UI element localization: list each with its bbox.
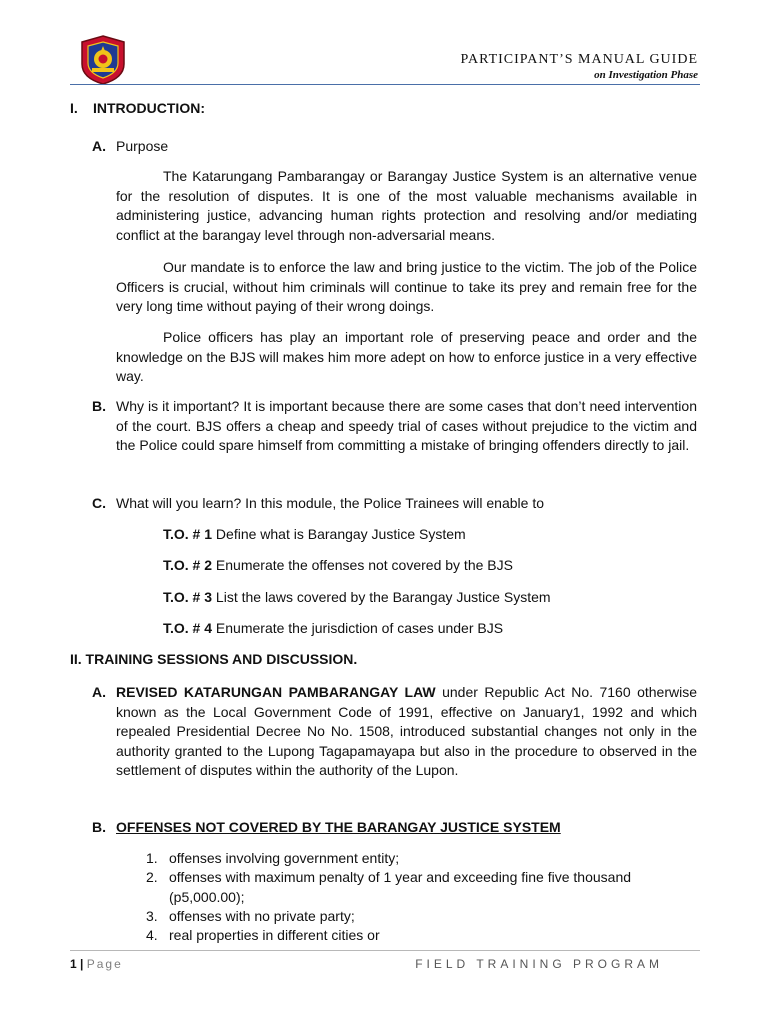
objective-text: Enumerate the jurisdiction of cases under BJS — [212, 620, 504, 636]
objective-item — [163, 588, 551, 608]
list-number: 3. — [146, 908, 158, 924]
section-heading-training: II. TRAINING SESSIONS AND DISCUSSION. — [70, 651, 358, 667]
subsection-a-label: A. — [92, 138, 106, 154]
objective-text: Define what is Barangay Justice System — [212, 526, 466, 542]
objective-label: T.O. # 1 — [163, 526, 213, 542]
footer-program-name: FIELD TRAINING PROGRAM — [415, 957, 663, 971]
list-number: 2. — [146, 869, 158, 885]
law-title: REVISED KATARUNGAN PAMBARANGAY LAW — [116, 684, 436, 700]
objective-label: T.O. # 4 — [163, 620, 213, 636]
subsection-ii-a-label: A. — [92, 684, 106, 700]
list-number: 4. — [146, 927, 158, 943]
paragraph-purpose-2: Our mandate is to enforce the law and bring justice to the victim. The job of the Police Officers is crucial, without him criminals will continue to take its prey and remain free for the very long time without paying of their wrong doings. — [116, 259, 697, 314]
page-separator: | — [80, 957, 84, 971]
law-description: under Republic Act No. 7160 otherwise known as the Local Government Code of 1991, effective on January1, 1992 and which repealed Presidential Decree No No. 1508, introduced substantial changes not only in the authority granted to the Lupong Tagapamayapa but also in the procedure to observed in the settlement of disputes within the authority of the Lupon. — [116, 684, 697, 778]
list-number: 1. — [146, 850, 158, 866]
header-title: PARTICIPANT’S MANUAL GUIDE — [460, 52, 698, 67]
footer-page-number — [70, 957, 123, 971]
objective-label: T.O. # 2 — [163, 557, 213, 573]
section-heading-introduction: INTRODUCTION: — [93, 100, 205, 116]
paragraph-purpose-3: Police officers has play an important role of preserving peace and order and the knowledge on the BJS will makes him more adept on how to enforce justice in a very effective way. — [116, 329, 697, 384]
objective-label: T.O. # 3 — [163, 589, 213, 605]
page-number: 1 — [70, 957, 77, 971]
objective-item — [163, 619, 503, 639]
paragraph-revised-law — [116, 683, 697, 781]
header-divider — [70, 84, 700, 85]
objective-item — [163, 525, 466, 545]
page-word: Page — [86, 957, 123, 971]
list-item: offenses with maximum penalty of 1 year and exceeding fine five thousand (p5,000.00); — [169, 869, 632, 905]
section-number: I. — [70, 100, 78, 116]
footer-divider — [70, 950, 700, 951]
paragraph-purpose-1: The Katarungang Pambarangay or Barangay Justice System is an alternative venue for the resolution of disputes. It is one of the most valuable mechanisms available in administering justice, advancing human rights protection and resolving and/or mediating conflict at the barangay level through non-adversarial means. — [116, 168, 697, 243]
header-subtitle: on Investigation Phase — [594, 69, 698, 81]
list-item: offenses involving government entity; — [169, 850, 400, 866]
subsection-ii-b-label: B. — [92, 819, 106, 835]
pnp-logo — [78, 34, 128, 86]
subsection-c-label: C. — [92, 495, 106, 511]
objective-text: List the laws covered by the Barangay Justice System — [212, 589, 551, 605]
list-item: real properties in different cities or — [169, 927, 380, 943]
objective-text: Enumerate the offenses not covered by the BJS — [212, 557, 513, 573]
subsection-b-label: B. — [92, 398, 106, 414]
offenses-heading: OFFENSES NOT COVERED BY THE BARANGAY JUSTICE SYSTEM — [116, 819, 561, 835]
subsection-a-title: Purpose — [116, 138, 169, 154]
objective-item — [163, 556, 513, 576]
list-item: offenses with no private party; — [169, 908, 355, 924]
paragraph-importance: Why is it important? It is important because there are some cases that don’t need intervention of the court. BJS offers a cheap and speedy trial of cases without prejudice to the victim and the Police could spare himself from committing a mistake of bringing offenders directly to jail. — [116, 398, 697, 453]
paragraph-learning: What will you learn? In this module, the Police Trainees will enable to — [116, 495, 544, 511]
